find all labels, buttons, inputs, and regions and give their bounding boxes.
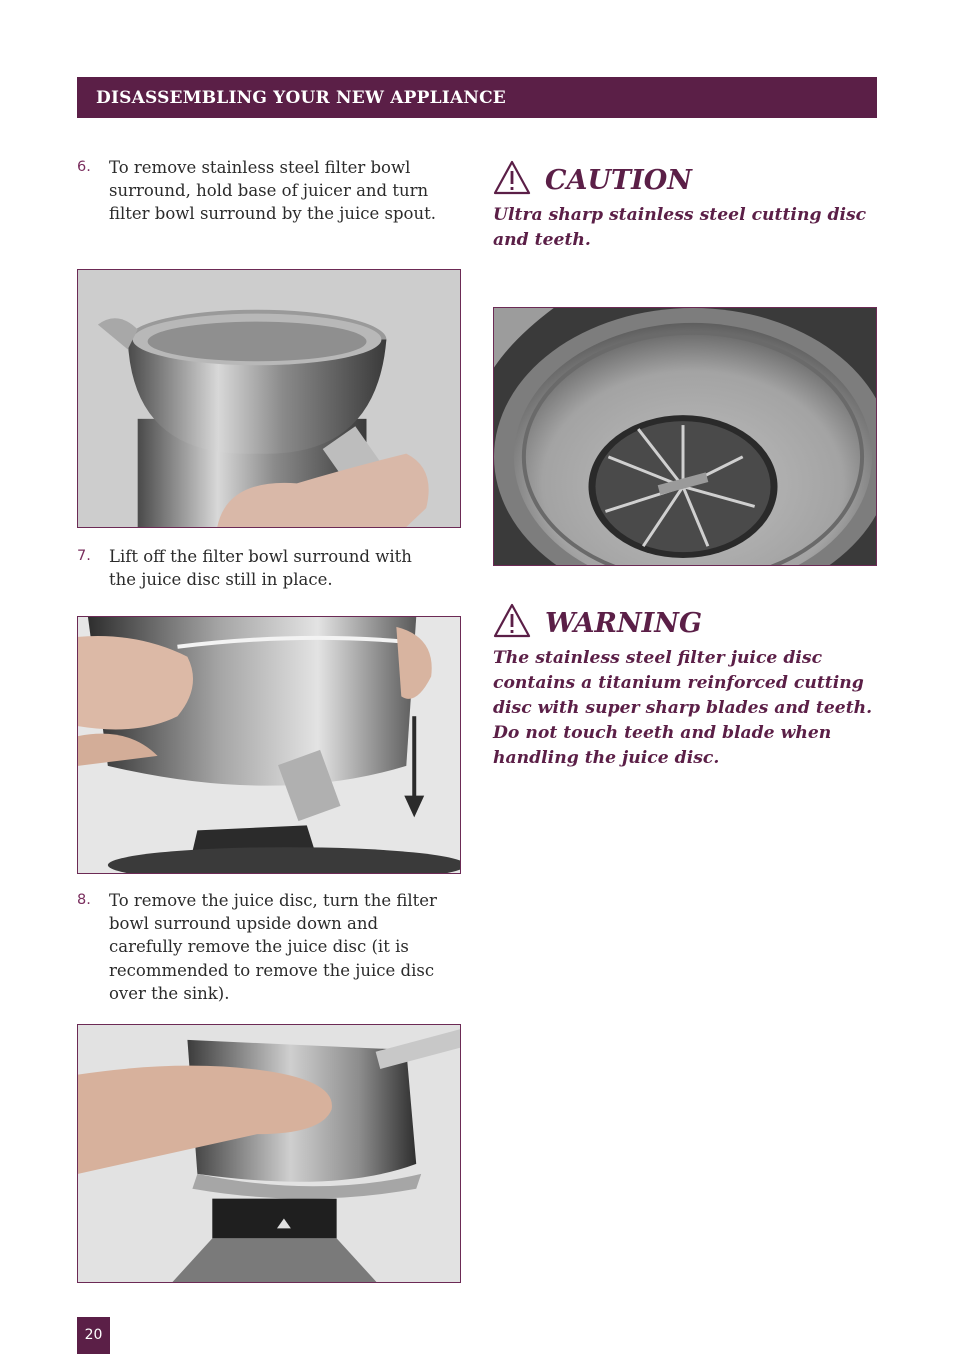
step-number: 8. xyxy=(77,892,91,908)
warning-text: The stainless steel filter juice disc contains a titanium reinforced cutting disc with super sharp blades and teeth. Do not touch teeth and blade when handling the juice disc. xyxy=(493,648,873,768)
step-number: 7. xyxy=(77,548,91,564)
caution-text: Ultra sharp stainless steel cutting disc and teeth. xyxy=(493,205,867,250)
warning-title: WARNING xyxy=(545,608,703,639)
step-text: To remove stainless steel filter bowl surround, hold base of juicer and turn filter bowl surround by the juice spout. xyxy=(109,158,436,224)
caution-title: CAUTION xyxy=(545,165,692,196)
photo-turn-filter-bowl xyxy=(77,269,461,528)
photo-remove-juice-disc xyxy=(77,1024,461,1283)
step-text: To remove the juice disc, turn the filter bowl surround upside down and carefully remove the juice disc (it is recommended to remove the juice disc over the sink). xyxy=(109,891,437,1003)
section-header xyxy=(77,77,877,118)
warning-triangle-icon xyxy=(493,603,531,646)
section-title: DISASSEMBLING YOUR NEW APPLIANCE xyxy=(96,88,506,108)
step-text: Lift off the filter bowl surround with the juice disc still in place. xyxy=(109,547,412,590)
page-number: 20 xyxy=(77,1317,110,1354)
warning-triangle-icon xyxy=(493,160,531,203)
photo-juice-disc xyxy=(493,307,877,566)
photo-lift-filter-bowl xyxy=(77,616,461,874)
step-number: 6. xyxy=(77,159,91,175)
